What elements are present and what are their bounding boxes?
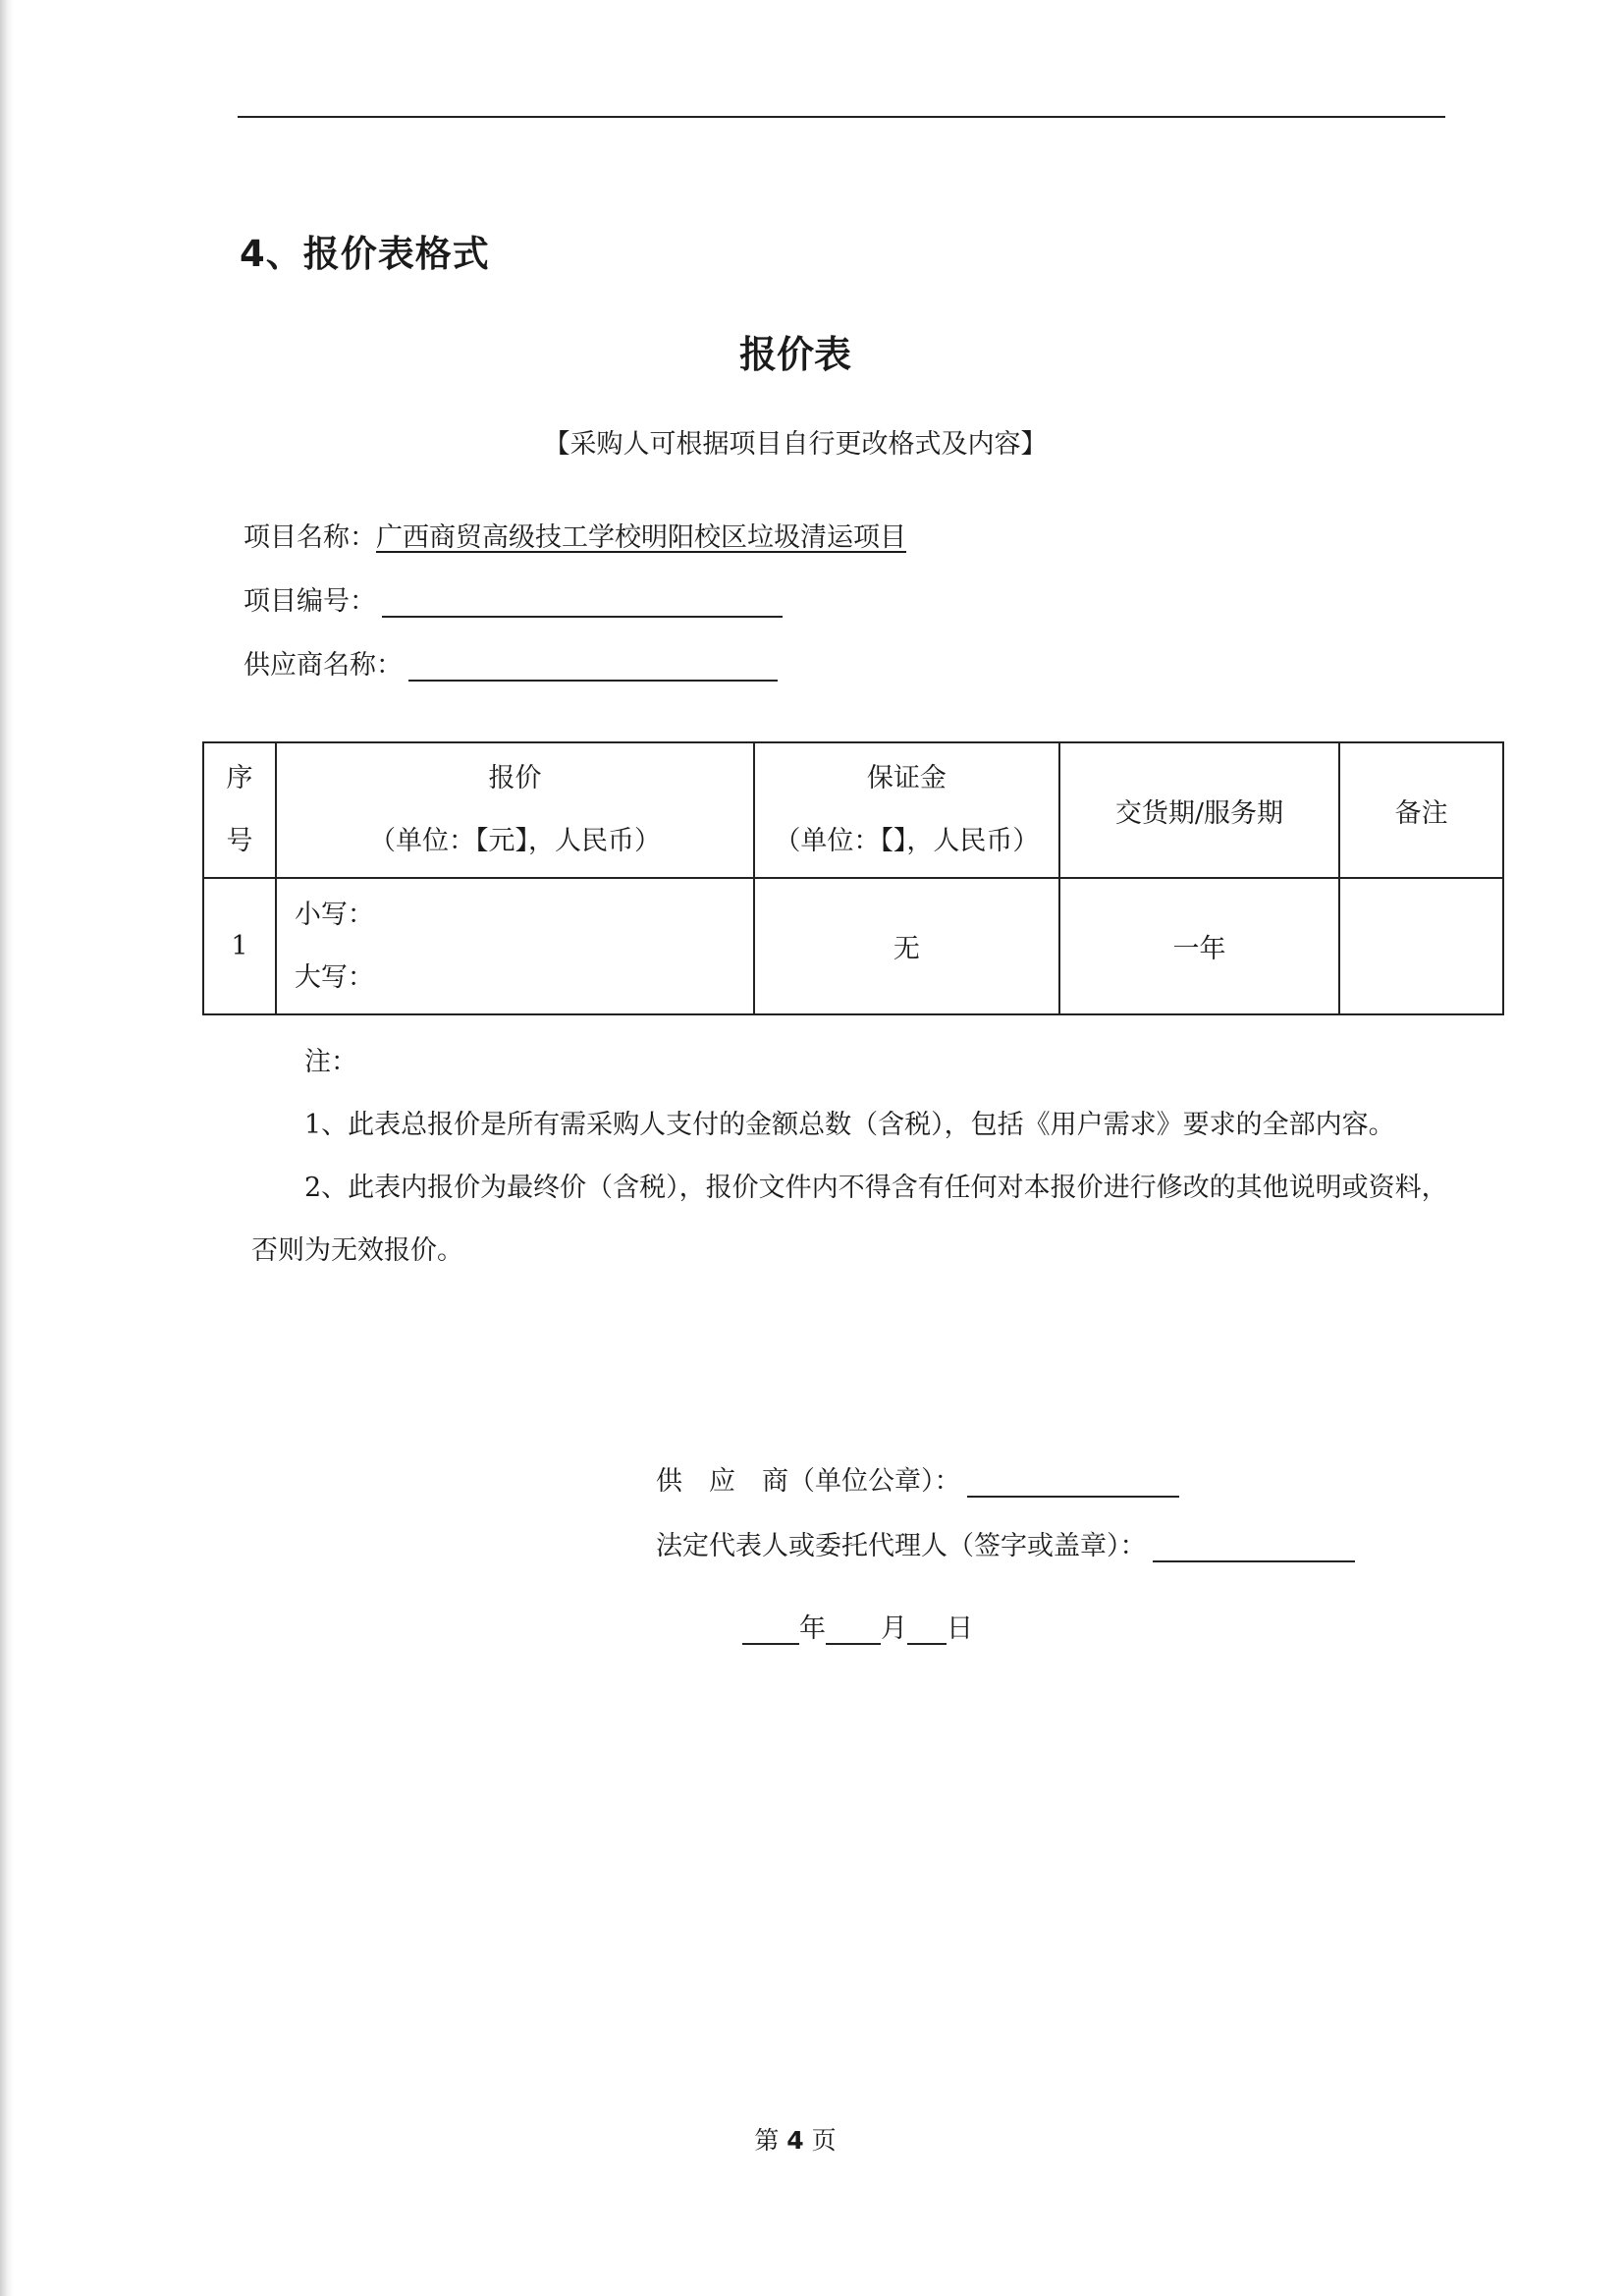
note-item-2: 2、此表内报价为最终价（含税），报价文件内不得含有任何对本报价进行修改的其他说明或资料，否则为无效报价。 [251, 1173, 1448, 1266]
project-number-field [244, 579, 783, 618]
footer-suffix: 页 [811, 2126, 837, 2155]
price-big-label: 大写： [294, 961, 374, 993]
header-delivery: 交货期/服务期 [1059, 742, 1340, 878]
header-deposit-line2: （单位：【】，人民币） [774, 826, 1040, 856]
year-label: 年 [799, 1613, 826, 1644]
page-footer [0, 2121, 1591, 2157]
day-label: 日 [947, 1613, 973, 1644]
page-number: 4 [786, 2126, 804, 2155]
month-blank[interactable] [826, 1617, 881, 1645]
header-price [276, 742, 754, 878]
cell-remark[interactable] [1339, 878, 1503, 1014]
cell-delivery: 一年 [1059, 878, 1340, 1014]
project-number-label: 项目编号： [244, 586, 376, 617]
project-name-field [244, 516, 906, 554]
price-small-label: 小写： [294, 899, 374, 930]
notes-label: 注： [304, 1047, 357, 1077]
cell-price[interactable] [276, 878, 754, 1014]
supplier-seal-line [656, 1459, 1179, 1498]
header-deposit-line1: 保证金 [866, 763, 947, 793]
document-title: 报价表 [738, 333, 851, 376]
header-rule [238, 116, 1445, 118]
representative-line [656, 1524, 1355, 1562]
header-price-line1: 报价 [488, 763, 542, 793]
format-note: 【采购人可根据项目自行更改格式及内容】 [543, 429, 1048, 460]
header-seq-line2: 号 [226, 826, 253, 856]
header-seq-line1: 序 [226, 763, 253, 793]
supplier-seal-blank[interactable] [967, 1470, 1179, 1498]
header-remark: 备注 [1339, 742, 1503, 878]
footer-prefix: 第 [754, 2126, 780, 2155]
supplier-seal-label: 供 应 商（单位公章）： [656, 1466, 961, 1497]
table-header-row [203, 742, 1503, 878]
cell-deposit: 无 [754, 878, 1059, 1014]
note-item-1: 1、此表总报价是所有需采购人支付的金额总数（含税），包括《用户需求》要求的全部内容。 [304, 1110, 1395, 1140]
table-row [203, 878, 1503, 1014]
header-deposit [754, 742, 1059, 878]
supplier-name-label: 供应商名称： [244, 650, 403, 681]
project-name-value: 广西商贸高级技工学校明阳校区垃圾清运项目 [376, 522, 906, 553]
cell-seq: 1 [203, 878, 276, 1014]
day-blank[interactable] [907, 1617, 947, 1645]
representative-label: 法定代表人或委托代理人（签字或盖章）： [656, 1531, 1147, 1561]
date-line [742, 1607, 973, 1645]
header-seq [203, 742, 276, 878]
quote-table [202, 741, 1504, 1015]
supplier-name-field [244, 643, 778, 682]
supplier-name-blank[interactable] [408, 654, 778, 682]
header-price-line2: （单位：【元】，人民币） [369, 826, 662, 856]
year-blank[interactable] [742, 1617, 799, 1645]
project-name-label: 项目名称： [244, 522, 376, 553]
month-label: 月 [881, 1613, 907, 1644]
notes-section [251, 1031, 1469, 1283]
representative-blank[interactable] [1153, 1535, 1355, 1562]
project-number-blank[interactable] [382, 590, 783, 618]
section-heading: 4、报价表格式 [240, 233, 490, 275]
